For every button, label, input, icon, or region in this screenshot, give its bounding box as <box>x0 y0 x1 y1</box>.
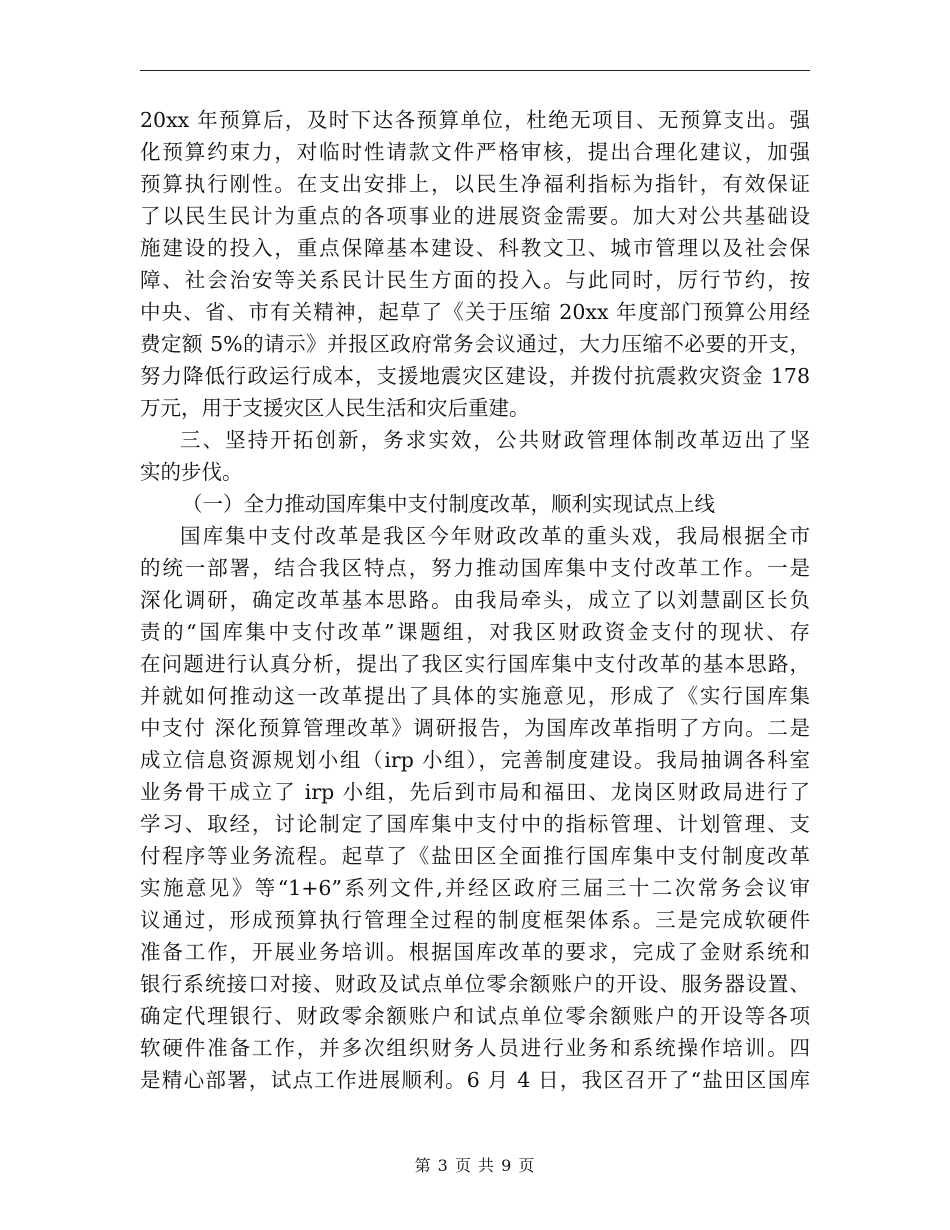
document-body <box>140 104 810 1096</box>
header-rule <box>140 70 810 71</box>
text-line: 国库集中支付改革是我区今年财政改革的重头戏，我局根据全市 <box>180 524 810 548</box>
text-line: 实施意见》等“1+6”系列文件,并经区政府三届三十二次常务会议审 <box>140 876 810 900</box>
subsection-heading: （一）全力推动国库集中支付制度改革，顺利实现试点上线 <box>182 492 715 516</box>
text-line: 在问题进行认真分析，提出了我区实行国库集中支付改革的基本思路， <box>140 652 810 676</box>
text-line: 深化调研，确定改革基本思路。由我局牵头，成立了以刘慧副区长负 <box>140 588 810 612</box>
text-line: 成立信息资源规划小组（irp 小组），完善制度建设。我局抽调各科室 <box>140 748 810 772</box>
text-line: 费定额 5%的请示》并报区政府常务会议通过，大力压缩不必要的开支， <box>140 332 810 356</box>
text-line: 努力降低行政运行成本，支援地震灾区建设，并拨付抗震救灾资金 178 <box>140 364 810 388</box>
section-heading-cont: 实的步伐。 <box>140 460 243 484</box>
text-line: 中支付 深化预算管理改革》调研报告，为国库改革指明了方向。二是 <box>140 716 810 740</box>
text-line: 万元，用于支援灾区人民生活和灾后重建。 <box>140 396 530 420</box>
text-line: 议通过，形成预算执行管理全过程的制度框架体系。三是完成软硬件 <box>140 908 810 932</box>
text-line: 施建设的投入，重点保障基本建设、科教文卫、城市管理以及社会保 <box>140 236 810 260</box>
text-line: 障、社会治安等关系民计民生方面的投入。与此同时，厉行节约，按 <box>140 268 810 292</box>
text-line: 银行系统接口对接、财政及试点单位零余额账户的开设、服务器设置、 <box>140 972 810 996</box>
text-line: 学习、取经，讨论制定了国库集中支付中的指标管理、计划管理、支 <box>140 812 810 836</box>
text-line: 并就如何推动这一改革提出了具体的实施意见，形成了《实行国库集 <box>140 684 810 708</box>
text-line: 是精心部署，试点工作进展顺利。6 月 4 日，我区召开了“盐田区国库 <box>140 1068 810 1092</box>
text-line: 付程序等业务流程。起草了《盐田区全面推行国库集中支付制度改革 <box>140 844 810 868</box>
text-line: 化预算约束力，对临时性请款文件严格审核，提出合理化建议，加强 <box>140 140 810 164</box>
text-line: 准备工作，开展业务培训。根据国库改革的要求，完成了金财系统和 <box>140 940 810 964</box>
text-line: 预算执行刚性。在支出安排上，以民生净福利指标为指针，有效保证 <box>140 172 810 196</box>
section-heading: 三、坚持开拓创新，务求实效，公共财政管理体制改革迈出了坚 <box>180 428 810 452</box>
text-line: 业务骨干成立了 irp 小组，先后到市局和福田、龙岗区财政局进行了 <box>140 780 810 804</box>
text-line: 的统一部署，结合我区特点，努力推动国库集中支付改革工作。一是 <box>140 556 810 580</box>
text-line: 20xx 年预算后，及时下达各预算单位，杜绝无项目、无预算支出。强 <box>140 108 810 132</box>
text-line: 中央、省、市有关精神，起草了《关于压缩 20xx 年度部门预算公用经 <box>140 300 810 324</box>
text-line: 责的“国库集中支付改革”课题组，对我区财政资金支付的现状、存 <box>140 620 810 644</box>
page-number-footer: 第 3 页 共 9 页 <box>414 1156 536 1175</box>
text-line: 软硬件准备工作，并多次组织财务人员进行业务和系统操作培训。四 <box>140 1036 810 1060</box>
text-line: 了以民生民计为重点的各项事业的进展资金需要。加大对公共基础设 <box>140 204 810 228</box>
text-line: 确定代理银行、财政零余额账户和试点单位零余额账户的开设等各项 <box>140 1004 810 1028</box>
